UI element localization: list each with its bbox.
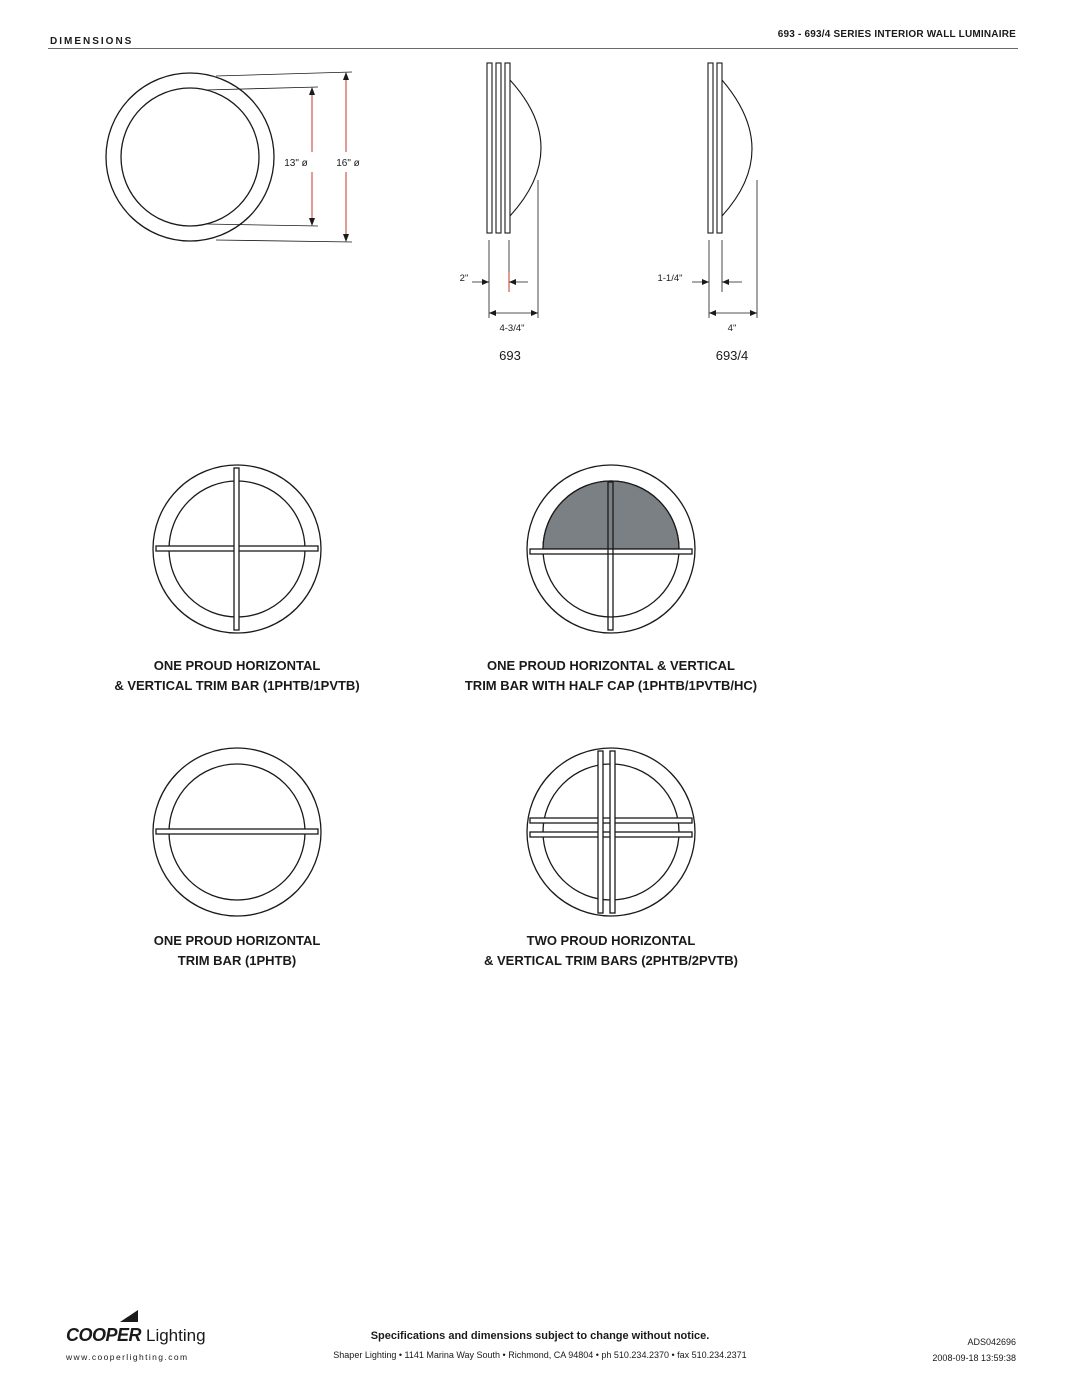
- trim-caption-3: ONE PROUD HORIZONTAL TRIM BAR (1PHTB): [153, 933, 321, 968]
- website-link[interactable]: www.cooperlighting.com: [66, 1352, 189, 1362]
- trim-diagram-2phtb-2pvtb: [524, 745, 699, 920]
- outer-diameter-label: 16" ø: [336, 158, 360, 169]
- inner-diameter-label: 13" ø: [284, 158, 308, 169]
- document-timestamp: 2008-09-18 13:59:38: [932, 1353, 1016, 1363]
- logo-mark-icon: [118, 1306, 142, 1324]
- side-view-693-4: [692, 63, 757, 318]
- trim-caption-2: ONE PROUD HORIZONTAL & VERTICAL TRIM BAR WITH HALF CAP (1PHTB/1PVTB/HC): [464, 658, 758, 693]
- trim-caption-1: ONE PROUD HORIZONTAL & VERTICAL TRIM BAR (1PHTB/1PVTB): [114, 658, 360, 693]
- trim-diagram-half-cap: [524, 462, 699, 637]
- dimension-drawings: [0, 0, 1080, 400]
- trim-diagram-1phtb-1pvtb: [150, 462, 325, 637]
- trim-caption-4: TWO PROUD HORIZONTAL & VERTICAL TRIM BARS (2PHTB/2PVTB): [484, 933, 738, 968]
- model-693-4-depth-dim: 4": [727, 323, 737, 334]
- front-outer-ring: [106, 73, 274, 241]
- model-693-offset-dim: 2": [459, 273, 469, 284]
- front-inner-ring: [121, 88, 259, 226]
- trim-diagram-1phtb: [150, 745, 325, 920]
- model-693-4-offset-dim: 1-1/4": [657, 273, 683, 284]
- model-693-4-label: 693/4: [715, 348, 749, 363]
- model-693-label: 693: [499, 348, 521, 363]
- cooper-lighting-logo: COOPER Lighting: [66, 1306, 246, 1348]
- model-693-depth-dim: 4-3/4": [499, 323, 525, 334]
- company-address: Shaper Lighting • 1141 Marina Way South • Richmond, CA 94804 • ph 510.234.2370 • fax 510.234.2371: [333, 1350, 747, 1360]
- document-number: ADS042696: [967, 1337, 1016, 1347]
- section-title: DIMENSIONS: [50, 36, 134, 47]
- disclaimer-notice: Specifications and dimensions subject to change without notice.: [370, 1330, 710, 1342]
- document-title: 693 - 693/4 SERIES INTERIOR WALL LUMINAIRE: [777, 29, 1016, 40]
